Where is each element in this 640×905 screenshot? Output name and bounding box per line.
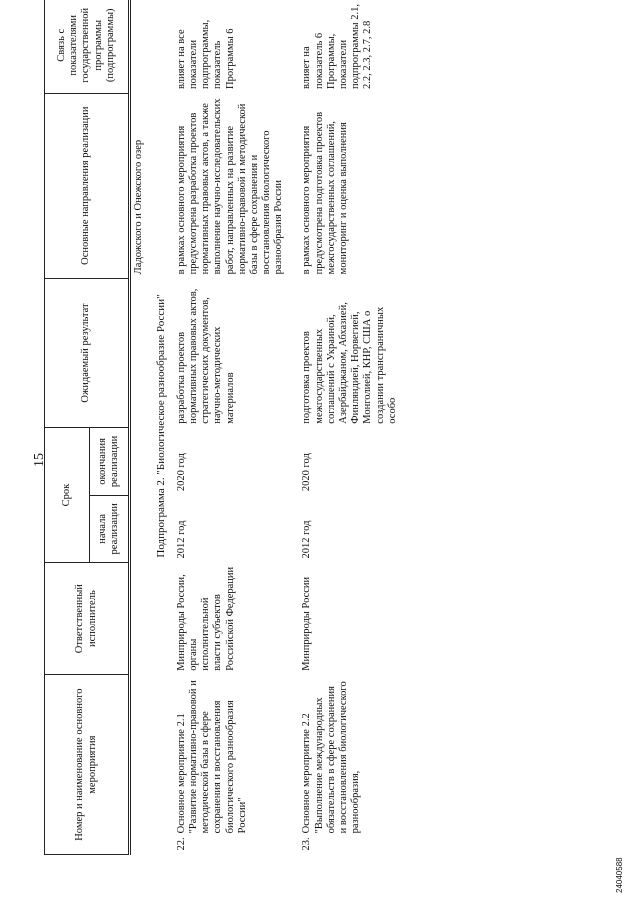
table-row <box>174 0 288 855</box>
table-row <box>287 0 400 855</box>
row-result: подготовка проектов межгосударственных соглашений с Украиной, Азербайджаном, Абхазией, Финляндией, Норвегией, Монголией, КНР, США о создании трансграничных особо <box>301 302 398 424</box>
row-start: 2012 год <box>301 520 313 559</box>
page-number: 15 <box>32 453 47 467</box>
row-result: разработка проектов нормативных правовых актов, стратегических документов, научно-методических материалов <box>175 288 236 424</box>
row-name: Основное мероприятие 2.1 "Развитие нормативно-правовой и методической базы в сфере сохранения и восстановления биологического разнообразия России" <box>175 680 248 834</box>
header-start: начала реализации <box>90 495 130 562</box>
row-number-name <box>287 675 400 855</box>
header-directions: Основные направления реализации <box>45 93 130 278</box>
header-result: Ожидаемый результат <box>45 278 130 427</box>
row-link: влияет на показатель 6 Программы, показатели подпрограммы 2.1, 2.2, 2.3, 2.7, 2.8 <box>301 4 374 90</box>
row-start: 2012 год <box>175 520 187 559</box>
row-executor: Минприроды России <box>301 576 313 671</box>
header-executor: Ответственный исполнитель <box>45 562 130 674</box>
section-title: Подпрограмма 2. "Биологическое разнообразие России" <box>155 294 168 558</box>
row-executor: Минприроды России, органы исполнительной власти субъектов Российской Федерации <box>175 566 236 671</box>
header-period: Срок <box>45 428 90 563</box>
header-end: окончания реализации <box>90 428 130 495</box>
header-indicators-link: Связь с показателями государственной программы (подпрограммы) <box>45 0 130 93</box>
program-table-wrap <box>44 0 401 855</box>
continuation-text: Ладожского и Онежского озер <box>133 139 144 275</box>
row-end: 2020 год <box>301 453 313 492</box>
program-table <box>44 0 401 855</box>
row-directions: в рамках основного мероприятия предусмотрена разработка проектов нормативных правовых актов, а также выполнение научно-исследовательских работ, направленных на развитие нормативно-правовой и методической базы в сфере сохранения и восстановления биологического разнообразия России <box>175 98 285 275</box>
row-number: 23. <box>301 837 313 851</box>
row-directions: в рамках основного мероприятия предусмотрена подготовка проектов межгосударственных соглашений, мониторинг и оценка выполнения <box>301 111 349 275</box>
header-number-name: Номер и наименование основного мероприятия <box>45 675 130 855</box>
row-number: 22. <box>175 837 187 851</box>
row-end: 2020 год <box>175 453 187 492</box>
row-link: влияет на все показатели подпрограммы, показатель Программы 6 <box>175 19 236 90</box>
document-code: 24040588 <box>615 857 624 893</box>
row-name: Основное мероприятие 2.2 "Выполнение международных обязательств в сфере сохранения и восстановления биологического разнообразия, <box>301 681 362 834</box>
row-number-name <box>174 675 288 855</box>
